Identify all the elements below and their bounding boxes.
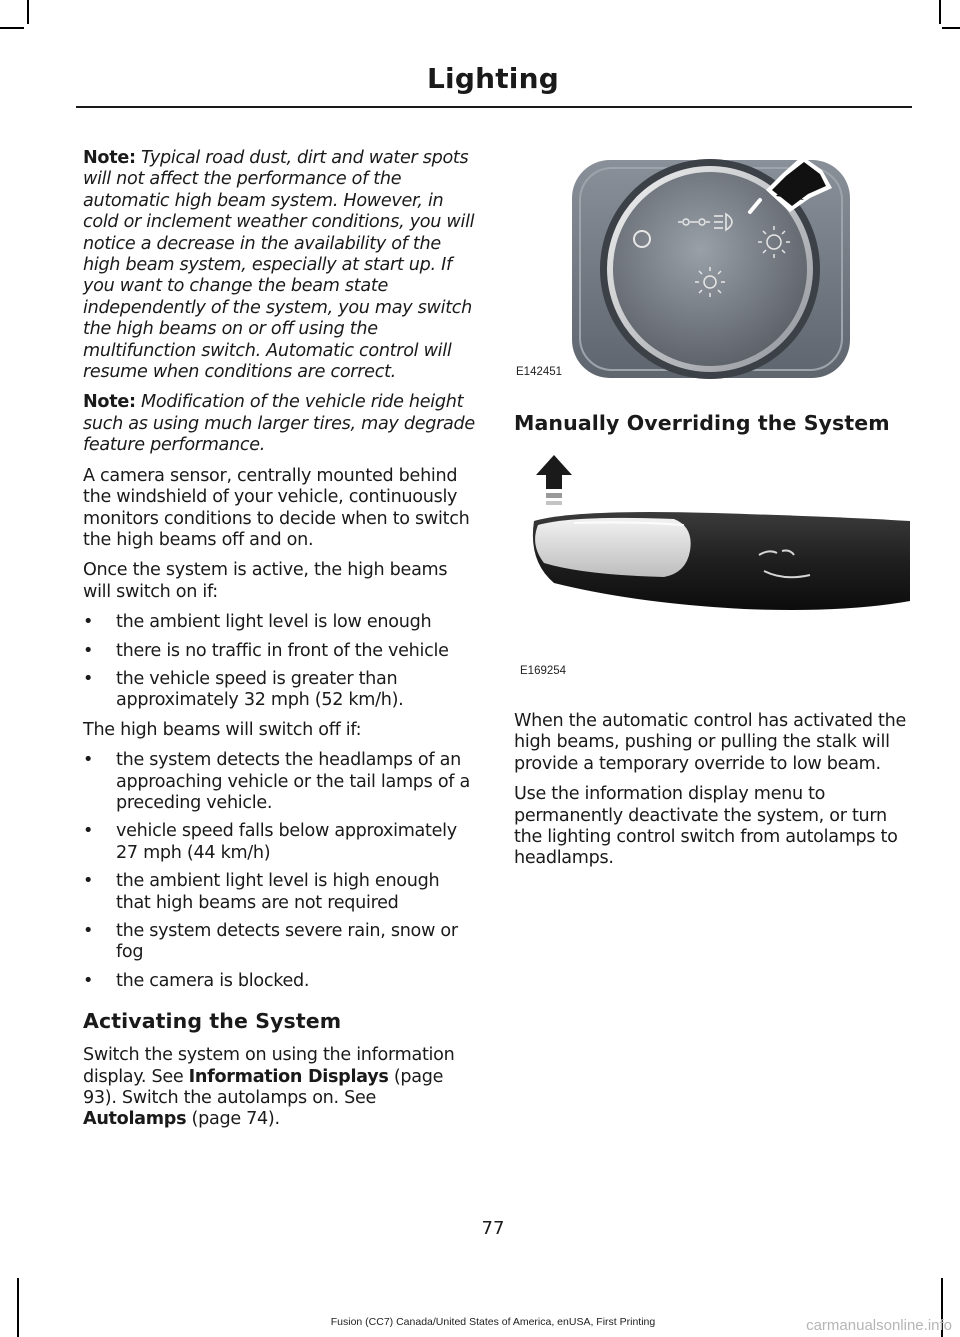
bullet: • (83, 921, 94, 941)
figure-stalk (514, 451, 910, 693)
paragraph-switch-off-intro: The high beams will switch off if: (83, 719, 362, 740)
list-item-text: vehicle speed falls below approximately 27 mph (44 km/h) (116, 821, 457, 863)
figure-label: E142451 (516, 366, 563, 378)
note-typical-dust (83, 148, 476, 383)
heading-manually-overriding: Manually Overriding the System (514, 411, 890, 435)
left-column (83, 148, 476, 1140)
bullet: • (83, 871, 94, 892)
list-item (83, 921, 476, 964)
list-item (83, 871, 476, 914)
list-item-text: the vehicle speed is greater than approximately 32 mph (52 km/h). (116, 668, 404, 711)
crop-mark (17, 1278, 19, 1337)
list-item-text: the system detects severe rain, snow or fog (116, 921, 458, 963)
list-item (83, 821, 476, 864)
bullet: • (83, 612, 94, 633)
bullet: • (83, 970, 94, 991)
note-label: Note: (83, 148, 136, 168)
list-item (83, 612, 476, 633)
bullet: • (83, 640, 94, 661)
lighting-control-illustration (514, 152, 910, 384)
footer-text: Fusion (CC7) Canada/United States of America, enUSA, First Printing (330, 1316, 656, 1328)
text: Switch the system on using the information display. See (83, 1045, 455, 1087)
xref-autolamps[interactable]: Autolamps (83, 1109, 187, 1130)
bullet: • (83, 821, 94, 842)
bullet: • (83, 750, 94, 771)
list-item-text: there is no traffic in front of the vehicle (116, 640, 449, 661)
list-item (83, 750, 476, 814)
paragraph-activating (83, 1045, 476, 1131)
paragraph-switch-on-intro: Once the system is active, the high beams will switch on if: (83, 560, 448, 602)
list-item-text: the ambient light level is low enough (116, 612, 432, 633)
figure-lighting-control (514, 152, 910, 389)
text: (page 74). (186, 1109, 280, 1130)
watermark: carmanualsonline.info (806, 1317, 952, 1334)
push-arrow-icon (536, 455, 572, 505)
list-item (83, 971, 476, 992)
crop-mark (942, 27, 960, 29)
note-text: Typical road dust, dirt and water spots will not affect the performance of the automatic high beam system. However, in cold or inclement weather conditions, you will notice a decrease in the availability of the high beam system, especially at start up. If you want to change the beam state independently of the system, you may switch the high beams on or off using the multifunction switch. Automatic control will resume when conditions are correct. (83, 148, 475, 383)
crop-mark (0, 27, 24, 29)
multifunction-stalk-illustration (514, 451, 910, 681)
list-item-text: the system detects the headlamps of an approaching vehicle or the tail lamps of a preceding vehicle. (116, 750, 470, 813)
page-title: Lighting (427, 62, 559, 95)
paragraph-override: When the automatic control has activated the high beams, pushing or pulling the stalk will provide a temporary override to low beam. (514, 711, 907, 774)
note-ride-height (83, 392, 476, 456)
figure-label: E169254 (520, 665, 567, 677)
list-item (83, 669, 476, 712)
switch-off-list (83, 750, 476, 992)
xref-information-displays[interactable]: Information Displays (188, 1066, 389, 1087)
paragraph-camera-sensor: A camera sensor, centrally mounted behind the windshield of your vehicle, continuously monitors conditions to decide when to switch the high beams off and on. (83, 465, 470, 550)
note-text: Modification of the vehicle ride height such as using much larger tires, may degrade feature performance. (83, 392, 475, 456)
list-item (83, 641, 476, 662)
crop-mark (27, 0, 29, 24)
crop-mark (939, 0, 941, 24)
paragraph-deactivate: Use the information display menu to permanently deactivate the system, or turn the lighting control switch from autolamps to headlamps. (514, 784, 898, 869)
switch-on-list (83, 612, 476, 712)
text: (page 93). Switch the autolamps on. See (83, 1066, 444, 1109)
header-rule (76, 106, 912, 108)
bullet: • (83, 668, 94, 689)
list-item-text: the camera is blocked. (116, 970, 310, 991)
note-label: Note: (83, 392, 136, 413)
right-column (514, 148, 910, 879)
list-item-text: the ambient light level is high enough that high beams are not required (116, 871, 440, 913)
page-number: 77 (481, 1218, 505, 1239)
heading-activating-system: Activating the System (83, 1009, 342, 1034)
